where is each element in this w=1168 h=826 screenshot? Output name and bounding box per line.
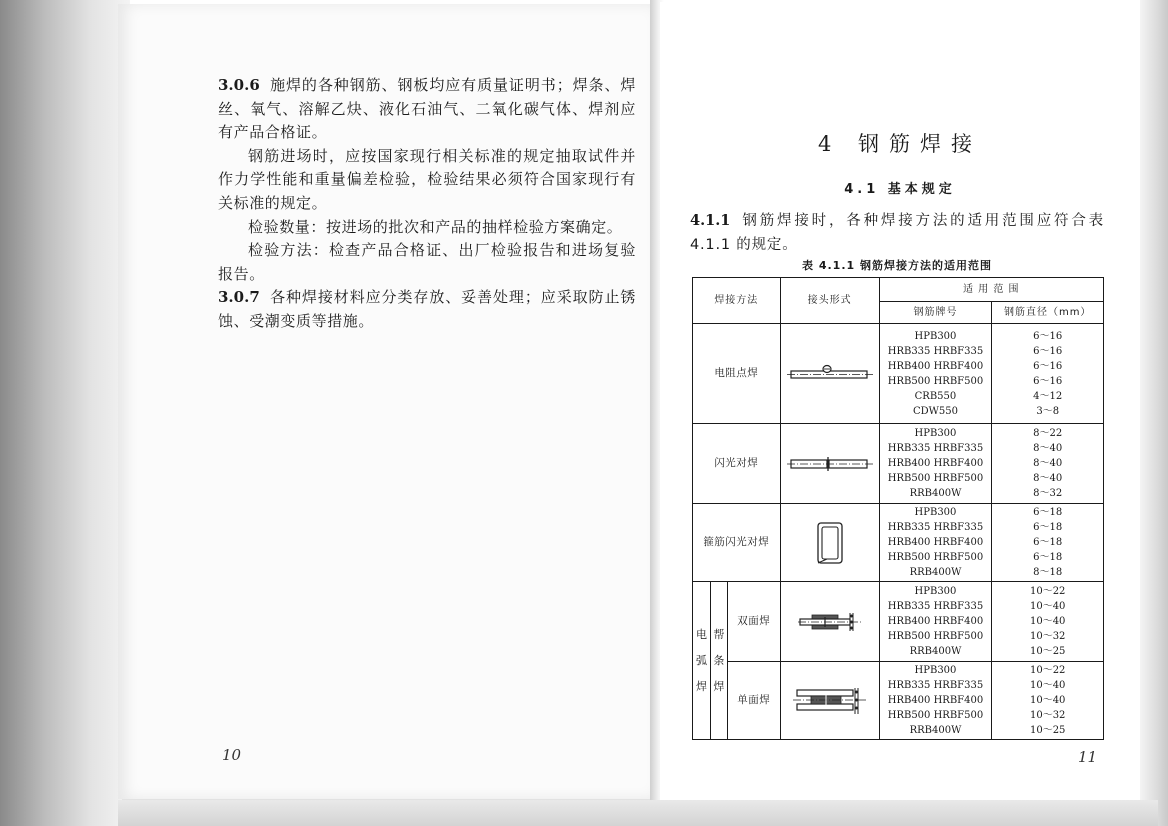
method-cell: 单面焊 (727, 662, 780, 740)
table-row (693, 324, 1104, 424)
grade-value: HRB400 HRBF400 (887, 616, 984, 627)
table-row (693, 582, 1104, 662)
diameter-value: 8～18 (1033, 567, 1063, 578)
diameter-value: 8～22 (1033, 428, 1063, 439)
diameter-value: 6～16 (1033, 345, 1063, 357)
grade-value: HPB300 (914, 428, 957, 439)
header-diameter: 钢筋直径（mm） (992, 302, 1104, 324)
grade-value: CDW550 (912, 405, 958, 417)
diameter-value: 10～25 (1029, 646, 1066, 657)
clause-3-0-6 (218, 74, 636, 145)
header-grade: 钢筋牌号 (879, 302, 992, 324)
chapter-title: 4 钢筋焊接 (817, 132, 983, 156)
label-char: 条 (713, 653, 725, 667)
diameter-value: 6～16 (1033, 375, 1063, 387)
diameter-value: 3～8 (1036, 405, 1060, 417)
diameter-value: 4～12 (1033, 390, 1063, 402)
grade-value: HRB400 HRBF400 (887, 360, 984, 372)
diameter-cell (992, 324, 1104, 424)
grade-value: RRB400W (909, 567, 962, 578)
method-cell: 双面焊 (727, 582, 780, 662)
label-char: 弧 (695, 653, 707, 667)
spot-weld-joint-icon (787, 363, 873, 385)
flash-butt-joint-icon (787, 455, 873, 473)
paragraph: 检验数量：按进场的批次和产品的抽样检验方案确定。 (248, 217, 623, 236)
diameter-value: 8～40 (1033, 443, 1063, 454)
grade-value: CRB550 (914, 390, 957, 402)
scan-shadow (0, 0, 130, 826)
label-char: 电 (695, 627, 707, 641)
strap-weld-group-label (710, 582, 727, 740)
table-row (693, 504, 1104, 582)
diameter-value: 10～40 (1029, 601, 1066, 612)
clause-text: 施焊的各种钢筋、钢板均应有质量证明书；焊条、焊丝、氧气、溶解乙炔、液化石油气、二氧化碳气体、焊剂应有产品合格证。 (218, 76, 636, 142)
diameter-value: 10～40 (1029, 695, 1066, 706)
double-sided-strap-weld-icon (798, 609, 862, 635)
page-number-right: 11 (1078, 748, 1098, 766)
diameter-value: 10～32 (1029, 710, 1066, 721)
clause-3-0-7 (218, 286, 636, 333)
grade-value: HRB500 HRBF500 (887, 552, 984, 563)
header-method: 焊接方法 (693, 278, 781, 324)
grade-value: HRB400 HRBF400 (887, 695, 984, 706)
diameter-value: 8～40 (1033, 473, 1063, 484)
diameter-value: 6～18 (1033, 507, 1063, 518)
welding-methods-table (692, 277, 1104, 740)
table-row (693, 424, 1104, 504)
label-char: 帮 (713, 627, 725, 641)
page-number-left: 10 (222, 746, 242, 764)
grade-cell (879, 324, 992, 424)
joint-cell (780, 582, 879, 662)
label-char: 焊 (713, 679, 725, 693)
clause-4-1-1 (690, 209, 1104, 257)
stirrup-flash-butt-icon (815, 520, 845, 566)
grade-cell (879, 424, 992, 504)
diameter-value: 8～40 (1033, 458, 1063, 469)
diameter-value: 6～16 (1033, 360, 1063, 372)
diameter-value: 6～18 (1033, 522, 1063, 533)
joint-cell (780, 424, 879, 504)
diameter-cell (992, 582, 1104, 662)
grade-value: HRB335 HRBF335 (887, 680, 984, 691)
header-scope: 适 用 范 围 (879, 278, 1103, 302)
left-page-body (218, 74, 636, 334)
paragraph: 检验方法：检查产品合格证、出厂检验报告和进场复验报告。 (218, 241, 636, 283)
grade-value: RRB400W (909, 646, 962, 657)
section-title: 4.1 基本规定 (844, 182, 956, 197)
grade-value: HRB335 HRBF335 (887, 345, 984, 357)
paragraph: 钢筋进场时，应按国家现行相关标准的规定抽取试件并作力学性能和重量偏差检验，检验结果必须符合国家现行有关标准的规定。 (218, 146, 636, 212)
grade-value: HRB500 HRBF500 (887, 710, 984, 721)
grade-value: HPB300 (914, 586, 957, 597)
table-caption: 表 4.1.1 钢筋焊接方法的适用范围 (802, 259, 992, 272)
grade-value: HRB500 HRBF500 (887, 375, 984, 387)
grade-value: RRB400W (909, 725, 962, 736)
grade-value: HRB500 HRBF500 (887, 631, 984, 642)
diameter-cell (992, 662, 1104, 740)
method-cell: 电阻点焊 (693, 324, 781, 424)
grade-value: HPB300 (914, 507, 957, 518)
grade-value: HRB500 HRBF500 (887, 473, 984, 484)
diameter-value: 6～18 (1033, 552, 1063, 563)
grade-cell (879, 662, 992, 740)
header-joint: 接头形式 (780, 278, 879, 324)
diameter-value: 10～22 (1029, 586, 1066, 597)
label-char: 焊 (695, 679, 707, 693)
arc-weld-group-label (693, 582, 711, 740)
diameter-value: 10～40 (1029, 680, 1066, 691)
grade-value: HRB400 HRBF400 (887, 537, 984, 548)
table-row (693, 662, 1104, 740)
joint-cell (780, 324, 879, 424)
clause-text: 钢筋焊接时，各种焊接方法的适用范围应符合表 4.1.1 的规定。 (690, 213, 1104, 253)
method-cell: 箍筋闪光对焊 (693, 504, 781, 582)
diameter-value: 10～25 (1029, 725, 1066, 736)
grade-value: HRB335 HRBF335 (887, 522, 984, 533)
grade-value: HRB335 HRBF335 (887, 443, 984, 454)
clause-text: 各种焊接材料应分类存放、妥善处理；应采取防止锈蚀、受潮变质等措施。 (218, 288, 636, 330)
bottom-page-edge (118, 800, 1158, 826)
joint-cell (780, 662, 879, 740)
diameter-cell (992, 424, 1104, 504)
diameter-value: 10～40 (1029, 616, 1066, 627)
right-page-edge (1140, 0, 1168, 826)
grade-value: HPB300 (914, 330, 957, 342)
diameter-value: 6～18 (1033, 537, 1063, 548)
grade-value: HPB300 (914, 665, 957, 676)
diameter-value: 6～16 (1033, 330, 1063, 342)
grade-cell (879, 582, 992, 662)
clause-number: 3.0.6 (218, 76, 260, 94)
diameter-value: 8～32 (1033, 488, 1063, 499)
method-cell: 闪光对焊 (693, 424, 781, 504)
grade-value: RRB400W (909, 488, 962, 499)
clause-number: 4.1.1 (690, 212, 731, 229)
joint-cell (780, 504, 879, 582)
diameter-cell (992, 504, 1104, 582)
diameter-value: 10～32 (1029, 631, 1066, 642)
grade-value: HRB400 HRBF400 (887, 458, 984, 469)
clause-number: 3.0.7 (218, 288, 260, 307)
grade-cell (879, 504, 992, 582)
grade-value: HRB335 HRBF335 (887, 601, 984, 612)
single-sided-strap-weld-icon (793, 686, 867, 716)
diameter-value: 10～22 (1029, 665, 1066, 676)
